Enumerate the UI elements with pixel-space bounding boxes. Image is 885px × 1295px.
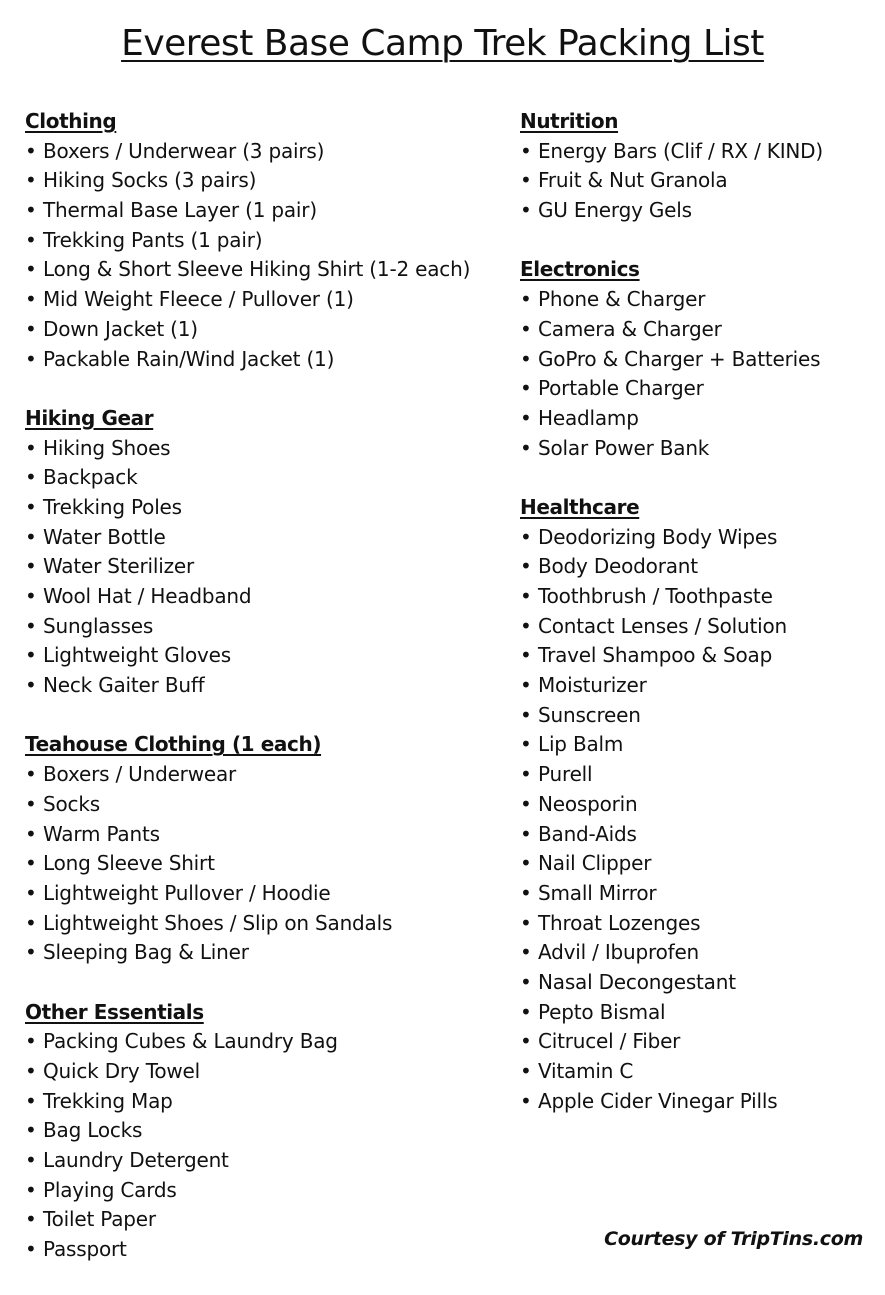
- list-item: [25, 315, 505, 345]
- list-item: [520, 820, 880, 850]
- bullet-icon: •: [520, 287, 532, 312]
- item-label: Apple Cider Vinegar Pills: [538, 1088, 778, 1113]
- bullet-icon: •: [520, 732, 532, 757]
- list-item: [25, 938, 505, 968]
- section-clothing: [25, 107, 505, 374]
- bullet-icon: •: [25, 1148, 37, 1173]
- item-label: Neosporin: [538, 791, 638, 816]
- bullet-icon: •: [25, 1088, 37, 1113]
- list-item: [520, 166, 880, 196]
- bullet-icon: •: [25, 762, 37, 787]
- bullet-icon: •: [520, 138, 532, 163]
- bullet-icon: •: [25, 465, 37, 490]
- list-item: [520, 285, 880, 315]
- section-title: Other Essentials: [25, 999, 204, 1024]
- list-item: [25, 493, 505, 523]
- section-nutrition: [520, 107, 880, 226]
- list-item: [25, 226, 505, 256]
- list-item: [25, 463, 505, 493]
- bullet-icon: •: [25, 316, 37, 341]
- bullet-icon: •: [520, 702, 532, 727]
- list-item: [25, 790, 505, 820]
- item-label: Water Sterilizer: [43, 554, 195, 579]
- item-label: Packing Cubes & Laundry Bag: [43, 1029, 338, 1054]
- item-list: [25, 137, 505, 375]
- list-item: [25, 1057, 505, 1087]
- list-item: [25, 196, 505, 226]
- item-label: Small Mirror: [538, 880, 657, 905]
- item-list: [520, 285, 880, 463]
- left-column: [25, 107, 505, 1295]
- bullet-icon: •: [520, 405, 532, 430]
- bullet-icon: •: [25, 1237, 37, 1262]
- bullet-icon: •: [520, 524, 532, 549]
- item-label: Energy Bars (Clif / RX / KIND): [538, 138, 823, 163]
- item-label: Camera & Charger: [538, 316, 722, 341]
- bullet-icon: •: [520, 999, 532, 1024]
- bullet-icon: •: [520, 613, 532, 638]
- list-item: [520, 998, 880, 1028]
- bullet-icon: •: [520, 762, 532, 787]
- item-label: Hiking Shoes: [43, 435, 171, 460]
- list-item: [25, 849, 505, 879]
- item-label: Lightweight Gloves: [43, 643, 231, 668]
- list-item: [520, 790, 880, 820]
- item-label: Citrucel / Fiber: [538, 1029, 681, 1054]
- bullet-icon: •: [520, 554, 532, 579]
- item-label: GU Energy Gels: [538, 198, 692, 223]
- credit-line: Courtesy of TripTins.com: [604, 1228, 863, 1250]
- section-title: Healthcare: [520, 494, 640, 519]
- bullet-icon: •: [25, 168, 37, 193]
- item-list: [25, 1027, 505, 1265]
- bullet-icon: •: [520, 791, 532, 816]
- item-label: Sleeping Bag & Liner: [43, 940, 249, 965]
- section-title: Electronics: [520, 257, 640, 282]
- list-item: [25, 523, 505, 553]
- list-item: [520, 434, 880, 464]
- list-item: [25, 255, 505, 285]
- item-label: Nasal Decongestant: [538, 969, 736, 994]
- list-item: [520, 196, 880, 226]
- bullet-icon: •: [25, 1207, 37, 1232]
- bullet-icon: •: [25, 435, 37, 460]
- list-item: [520, 671, 880, 701]
- bullet-icon: •: [25, 287, 37, 312]
- bullet-icon: •: [520, 316, 532, 341]
- item-label: Hiking Socks (3 pairs): [43, 168, 257, 193]
- item-list: [520, 137, 880, 226]
- bullet-icon: •: [520, 1029, 532, 1054]
- bullet-icon: •: [25, 494, 37, 519]
- item-label: Travel Shampoo & Soap: [538, 643, 773, 668]
- list-item: [25, 879, 505, 909]
- bullet-icon: •: [520, 969, 532, 994]
- bullet-icon: •: [25, 940, 37, 965]
- bullet-icon: •: [25, 1177, 37, 1202]
- bullet-icon: •: [25, 524, 37, 549]
- bullet-icon: •: [520, 851, 532, 876]
- bullet-icon: •: [25, 613, 37, 638]
- item-label: Purell: [538, 762, 593, 787]
- list-item: [520, 345, 880, 375]
- list-item: [520, 137, 880, 167]
- item-label: Sunscreen: [538, 702, 641, 727]
- bullet-icon: •: [520, 940, 532, 965]
- item-label: Throat Lozenges: [538, 910, 701, 935]
- bullet-icon: •: [520, 198, 532, 223]
- item-label: GoPro & Charger + Batteries: [538, 346, 821, 371]
- bullet-icon: •: [25, 791, 37, 816]
- right-column: [520, 107, 880, 1146]
- section-electronics: [520, 255, 880, 463]
- list-item: [520, 641, 880, 671]
- list-item: [520, 523, 880, 553]
- item-label: Vitamin C: [538, 1059, 634, 1083]
- list-item: [25, 612, 505, 642]
- bullet-icon: •: [520, 346, 532, 371]
- list-item: [520, 404, 880, 434]
- list-item: [520, 849, 880, 879]
- item-label: Trekking Pants (1 pair): [43, 227, 263, 252]
- bullet-icon: •: [520, 376, 532, 401]
- item-label: Pepto Bismal: [538, 999, 666, 1024]
- item-label: Long Sleeve Shirt: [43, 851, 215, 876]
- item-list: [25, 760, 505, 968]
- bullet-icon: •: [520, 168, 532, 193]
- list-item: [520, 1027, 880, 1057]
- item-label: Backpack: [43, 465, 138, 490]
- list-item: [25, 909, 505, 939]
- bullet-icon: •: [520, 673, 532, 698]
- bullet-icon: •: [25, 643, 37, 668]
- bullet-icon: •: [25, 880, 37, 905]
- item-label: Portable Charger: [538, 376, 704, 401]
- list-item: [520, 582, 880, 612]
- list-item: [520, 374, 880, 404]
- list-item: [25, 1146, 505, 1176]
- item-label: Headlamp: [538, 405, 639, 430]
- list-item: [25, 1027, 505, 1057]
- item-label: Body Deodorant: [538, 554, 698, 579]
- list-item: [25, 552, 505, 582]
- item-label: Trekking Poles: [43, 494, 182, 519]
- list-item: [25, 1116, 505, 1146]
- list-item: [520, 1087, 880, 1117]
- item-label: Lip Balm: [538, 732, 624, 757]
- list-item: [25, 1235, 505, 1265]
- bullet-icon: •: [520, 643, 532, 668]
- list-item: [25, 166, 505, 196]
- list-item: [25, 671, 505, 701]
- item-label: Passport: [43, 1237, 127, 1262]
- list-item: [25, 1176, 505, 1206]
- list-item: [25, 760, 505, 790]
- list-item: [520, 552, 880, 582]
- bullet-icon: •: [25, 198, 37, 223]
- section-teahouse-clothing-1-each: [25, 730, 505, 968]
- bullet-icon: •: [520, 435, 532, 460]
- item-label: Laundry Detergent: [43, 1148, 229, 1173]
- list-item: [520, 1057, 880, 1087]
- list-item: [520, 701, 880, 731]
- bullet-icon: •: [520, 880, 532, 905]
- item-label: Moisturizer: [538, 673, 647, 698]
- list-item: [25, 285, 505, 315]
- item-label: Playing Cards: [43, 1177, 177, 1202]
- bullet-icon: •: [25, 851, 37, 876]
- list-item: [520, 909, 880, 939]
- item-label: Solar Power Bank: [538, 435, 710, 460]
- item-label: Toothbrush / Toothpaste: [538, 584, 773, 608]
- list-item: [25, 434, 505, 464]
- list-item: [25, 1205, 505, 1235]
- list-item: [520, 760, 880, 790]
- item-label: Warm Pants: [43, 821, 160, 846]
- page-title: Everest Base Camp Trek Packing List: [121, 23, 764, 64]
- list-item: [520, 315, 880, 345]
- bullet-icon: •: [520, 1059, 532, 1083]
- item-label: Phone & Charger: [538, 287, 706, 312]
- item-label: Lightweight Shoes / Slip on Sandals: [43, 910, 393, 935]
- item-label: Water Bottle: [43, 524, 166, 549]
- list-item: [25, 820, 505, 850]
- item-label: Long & Short Sleeve Hiking Shirt (1-2 each): [43, 257, 471, 282]
- bullet-icon: •: [25, 257, 37, 282]
- item-label: Toilet Paper: [43, 1207, 156, 1232]
- item-list: [25, 434, 505, 701]
- item-label: Sunglasses: [43, 613, 154, 638]
- bullet-icon: •: [25, 227, 37, 252]
- section-title: Teahouse Clothing (1 each): [25, 732, 322, 757]
- bullet-icon: •: [520, 1088, 532, 1113]
- item-label: Contact Lenses / Solution: [538, 613, 788, 638]
- item-label: Trekking Map: [43, 1088, 173, 1113]
- list-item: [25, 641, 505, 671]
- item-label: Boxers / Underwear: [43, 762, 237, 787]
- bullet-icon: •: [25, 584, 37, 608]
- item-list: [520, 523, 880, 1117]
- item-label: Band-Aids: [538, 821, 637, 846]
- item-label: Advil / Ibuprofen: [538, 940, 700, 965]
- item-label: Nail Clipper: [538, 851, 652, 876]
- section-title: Clothing: [25, 109, 117, 133]
- list-item: [520, 612, 880, 642]
- bullet-icon: •: [25, 1029, 37, 1054]
- bullet-icon: •: [520, 584, 532, 608]
- section-title: Nutrition: [520, 109, 619, 133]
- list-item: [520, 968, 880, 998]
- item-label: Bag Locks: [43, 1118, 143, 1143]
- item-label: Neck Gaiter Buff: [43, 673, 205, 698]
- bullet-icon: •: [520, 821, 532, 846]
- section-title: Hiking Gear: [25, 405, 154, 430]
- item-label: Wool Hat / Headband: [43, 584, 252, 608]
- section-hiking-gear: [25, 404, 505, 701]
- list-item: [25, 345, 505, 375]
- list-item: [520, 938, 880, 968]
- list-item: [25, 137, 505, 167]
- bullet-icon: •: [25, 138, 37, 163]
- bullet-icon: •: [25, 1118, 37, 1143]
- bullet-icon: •: [25, 910, 37, 935]
- bullet-icon: •: [25, 554, 37, 579]
- section-healthcare: [520, 493, 880, 1116]
- bullet-icon: •: [25, 673, 37, 698]
- bullet-icon: •: [25, 821, 37, 846]
- bullet-icon: •: [520, 910, 532, 935]
- section-other-essentials: [25, 998, 505, 1265]
- bullet-icon: •: [25, 1059, 37, 1083]
- item-label: Thermal Base Layer (1 pair): [43, 198, 317, 223]
- list-item: [520, 879, 880, 909]
- item-label: Fruit & Nut Granola: [538, 168, 728, 193]
- item-label: Mid Weight Fleece / Pullover (1): [43, 287, 354, 312]
- item-label: Down Jacket (1): [43, 316, 198, 341]
- item-label: Socks: [43, 791, 100, 816]
- list-item: [25, 582, 505, 612]
- item-label: Quick Dry Towel: [43, 1059, 201, 1083]
- item-label: Deodorizing Body Wipes: [538, 524, 778, 549]
- list-item: [25, 1087, 505, 1117]
- list-item: [520, 730, 880, 760]
- bullet-icon: •: [25, 346, 37, 371]
- item-label: Packable Rain/Wind Jacket (1): [43, 346, 335, 371]
- item-label: Lightweight Pullover / Hoodie: [43, 880, 331, 905]
- item-label: Boxers / Underwear (3 pairs): [43, 138, 325, 163]
